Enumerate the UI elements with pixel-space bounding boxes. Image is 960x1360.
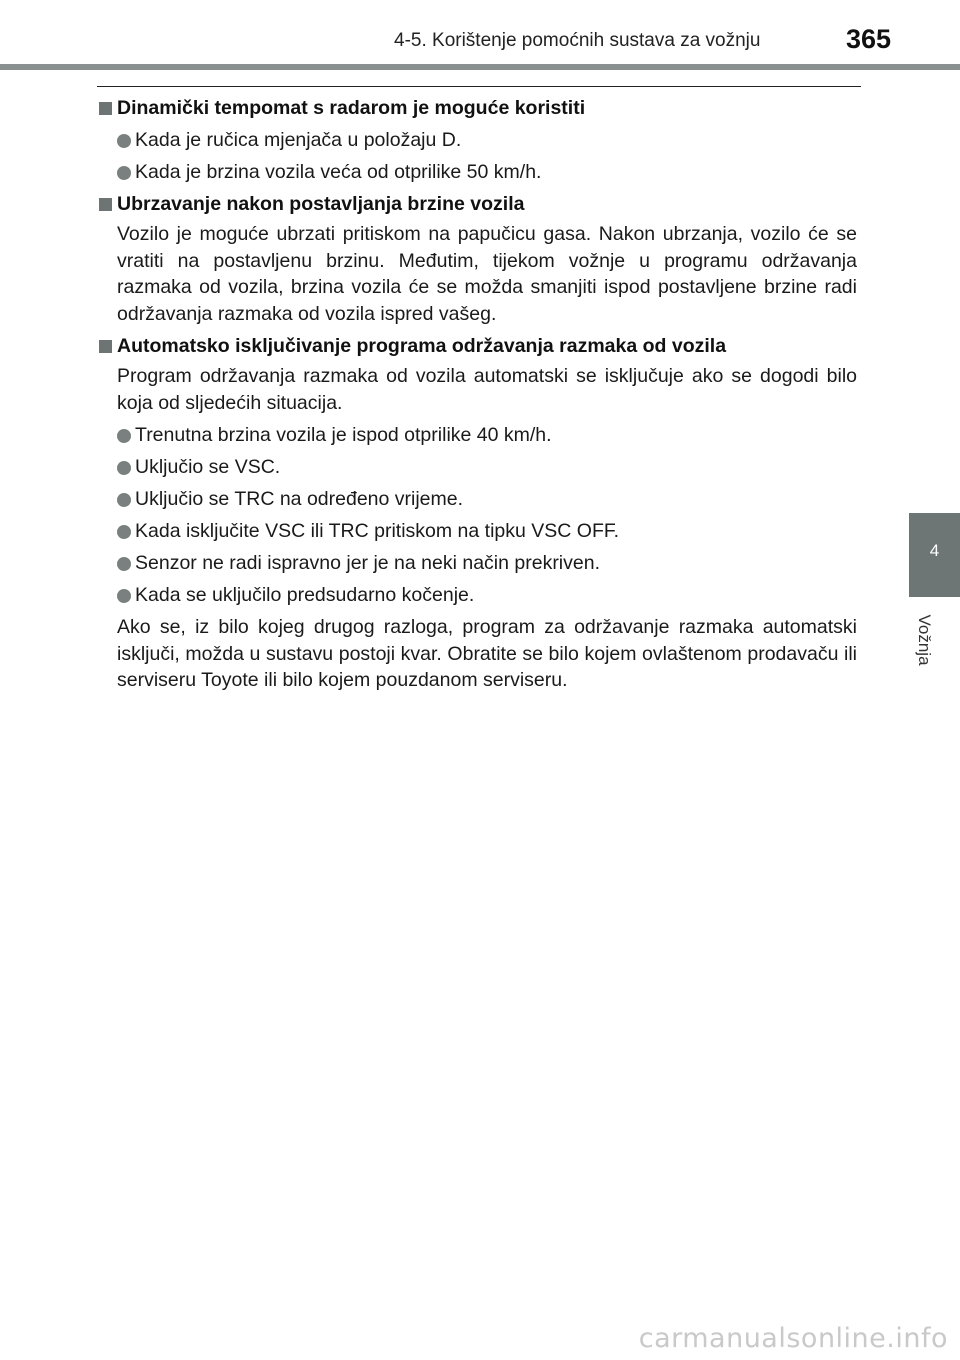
section-title: 4-5. Korištenje pomoćnih sustava za vožnju xyxy=(394,30,761,51)
list-item xyxy=(117,582,857,608)
circle-bullet-icon xyxy=(117,589,131,603)
body-paragraph: Program održavanja razmaka od vozila automatski se isključuje ako se dogodi bilo koja od sljedećih situacija. xyxy=(117,365,857,414)
page-header xyxy=(0,0,960,64)
chapter-tab xyxy=(909,513,960,597)
section-heading xyxy=(97,95,857,121)
body-paragraph: Vozilo je moguće ubrzati pritiskom na papučicu gasa. Nakon ubrzanja, vozilo će se vratiti na postavljenu brzinu. Međutim, tijekom vožnje u programu održavanja razmaka od vozila, brzina vozila će se možda smanjiti ispod postavljene brzine radi održavanja razmaka od vozila ispred vašeg. xyxy=(117,223,857,325)
closing-paragraph: Ako se, iz bilo kojeg drugog razloga, program za održavanje razmaka automatski isključi, možda u sustavu postoji kvar. Obratite se bilo kojem ovlaštenom prodavaču ili serviseru Toyote ili bilo kojem pouzdanom serviseru. xyxy=(117,616,857,691)
list-item-text: Kada je ručica mjenjača u položaju D. xyxy=(135,129,462,151)
watermark: carmanualsonline.info xyxy=(638,1323,948,1354)
list-item-text: Kada isključite VSC ili TRC pritiskom na tipku VSC OFF. xyxy=(135,520,620,542)
section-heading xyxy=(97,333,857,359)
list-item xyxy=(117,486,857,512)
square-bullet-icon xyxy=(99,340,112,353)
heading-text: Dinamički tempomat s radarom je moguće koristiti xyxy=(117,97,586,119)
list-item xyxy=(117,454,857,480)
list-item-text: Kada je brzina vozila veća od otprilike 50 km/h. xyxy=(135,161,542,183)
list-item xyxy=(117,422,857,448)
header-bar xyxy=(0,64,960,70)
list-item-text: Senzor ne radi ispravno jer je na neki način prekriven. xyxy=(135,552,601,574)
circle-bullet-icon xyxy=(117,525,131,539)
square-bullet-icon xyxy=(99,198,112,211)
top-rule xyxy=(97,86,861,87)
chapter-number: 4 xyxy=(929,541,940,560)
square-bullet-icon xyxy=(99,102,112,115)
heading-text: Automatsko isključivanje programa održavanja razmaka od vozila xyxy=(117,335,727,357)
list-item xyxy=(117,159,857,185)
heading-text: Ubrzavanje nakon postavljanja brzine vozila xyxy=(117,193,525,215)
list-item-text: Uključio se VSC. xyxy=(135,456,281,478)
circle-bullet-icon xyxy=(117,134,131,148)
list-item xyxy=(117,518,857,544)
circle-bullet-icon xyxy=(117,429,131,443)
circle-bullet-icon xyxy=(117,493,131,507)
circle-bullet-icon xyxy=(117,557,131,571)
list-item-text: Kada se uključilo predsudarno kočenje. xyxy=(135,584,475,606)
list-item xyxy=(117,550,857,576)
page-number: 365 xyxy=(846,24,892,54)
list-item-text: Trenutna brzina vozila je ispod otprilike 40 km/h. xyxy=(135,424,552,446)
page-content xyxy=(97,95,857,702)
circle-bullet-icon xyxy=(117,166,131,180)
chapter-label: Vožnja xyxy=(915,614,934,666)
section-heading xyxy=(97,191,857,217)
list-item xyxy=(117,127,857,153)
list-item-text: Uključio se TRC na određeno vrijeme. xyxy=(135,488,464,510)
circle-bullet-icon xyxy=(117,461,131,475)
